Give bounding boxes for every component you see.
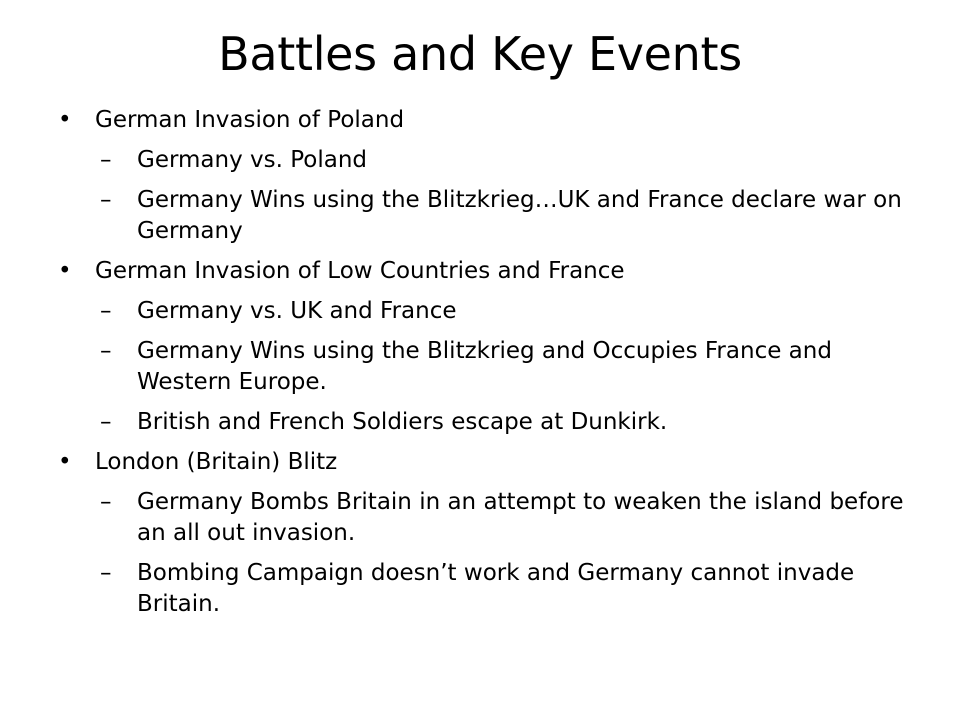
- sub-bullet-text: Germany Wins using the Blitzkrieg and Occupies France and Western Europe.: [137, 338, 832, 395]
- sub-bullet-item: [100, 336, 918, 398]
- sub-bullet-text: Germany Wins using the Blitzkrieg…UK and France declare war on Germany: [137, 187, 902, 244]
- sub-bullet-text: Germany vs. Poland: [137, 147, 368, 173]
- bullet-dot: •: [58, 258, 72, 284]
- sub-bullet-dash: –: [100, 489, 112, 515]
- bullet-text: German Invasion of Low Countries and France: [95, 258, 625, 284]
- sub-bullet-dash: –: [100, 298, 112, 324]
- bullet-dot: •: [58, 107, 72, 133]
- sub-bullet-item: [100, 487, 918, 549]
- sub-bullet-item: [100, 407, 918, 438]
- sub-bullet-item: [100, 558, 918, 620]
- bullet-dot: •: [58, 449, 72, 475]
- sub-bullet-dash: –: [100, 409, 112, 435]
- sub-bullet-text: Germany vs. UK and France: [137, 298, 457, 324]
- sub-bullet-dash: –: [100, 187, 112, 213]
- bullet-text: London (Britain) Blitz: [95, 449, 338, 475]
- sub-bullet-text: Bombing Campaign doesn’t work and Germany cannot invade Britain.: [137, 560, 855, 617]
- sub-bullet-dash: –: [100, 560, 112, 586]
- sub-bullet-text: Germany Bombs Britain in an attempt to weaken the island before an all out invasion.: [137, 489, 904, 546]
- bullet-text: German Invasion of Poland: [95, 107, 405, 133]
- sub-bullet-item: [100, 185, 918, 247]
- bullet-item: [58, 105, 918, 136]
- slide-title: Battles and Key Events: [218, 27, 742, 81]
- sub-bullet-text: British and French Soldiers escape at Dunkirk.: [137, 409, 668, 435]
- sub-bullet-dash: –: [100, 338, 112, 364]
- bullet-item: [58, 447, 918, 478]
- bullet-item: [58, 256, 918, 287]
- slide-content: [58, 105, 918, 629]
- sub-bullet-item: [100, 145, 918, 176]
- sub-bullet-item: [100, 296, 918, 327]
- sub-bullet-dash: –: [100, 147, 112, 173]
